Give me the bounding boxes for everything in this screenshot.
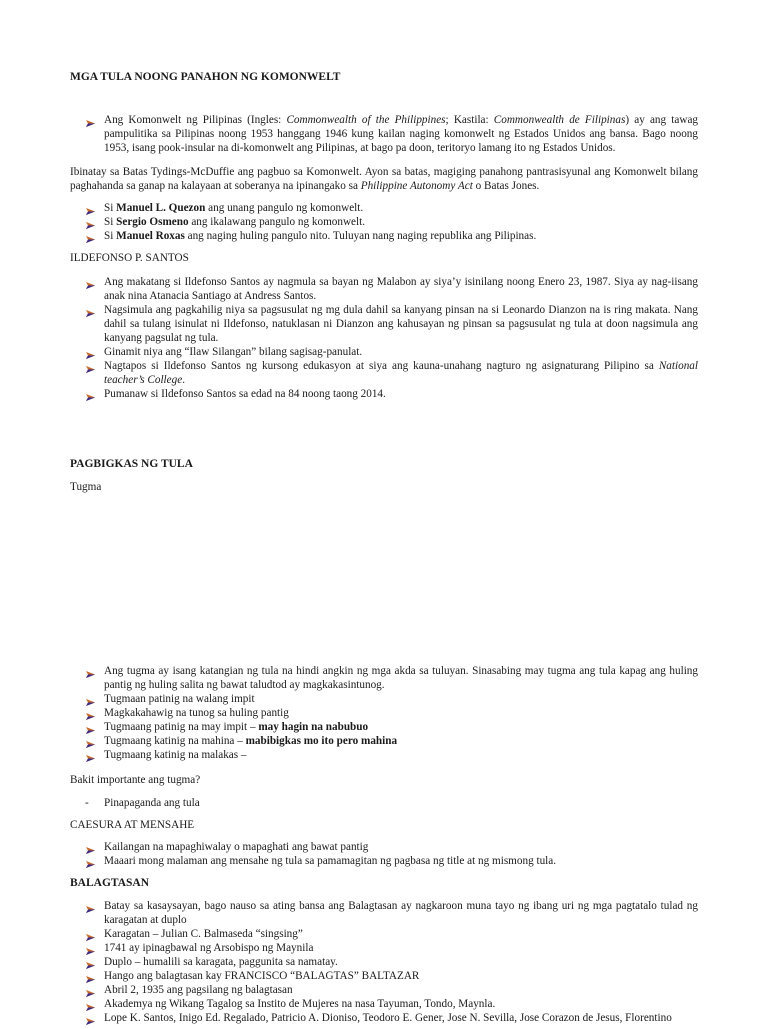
president-name: Manuel L. Quezon bbox=[116, 202, 206, 214]
dash-bullet: - bbox=[85, 797, 89, 809]
list-item bbox=[86, 997, 698, 1011]
president-desc: ang ikalawang pangulo ng komonwelt. bbox=[188, 216, 366, 228]
president-name: Sergio Osmeno bbox=[116, 216, 189, 228]
komonwelt-definition-list bbox=[86, 113, 698, 155]
balagtasan-list bbox=[86, 899, 698, 1025]
president-prefix: Si bbox=[104, 202, 117, 214]
santos-heading: ILDEFONSO P. SANTOS bbox=[70, 252, 189, 264]
santos-item-text: . bbox=[182, 374, 185, 386]
list-item bbox=[86, 854, 698, 868]
list-item bbox=[86, 275, 698, 303]
president-name: Manuel Roxas bbox=[116, 230, 185, 242]
tugma-example: may hagin na nabubuo bbox=[258, 721, 369, 733]
presidents-list bbox=[86, 201, 698, 243]
santos-item-text: Pumanaw si Ildefonso Santos sa edad na 84 noong taong 2014. bbox=[104, 388, 386, 400]
list-item bbox=[86, 201, 698, 215]
balagtasan-item-text: Abril 2, 1935 ang pagsilang ng balagtasan bbox=[104, 984, 293, 996]
komonwelt-text-1: Ang Komonwelt ng Pilipinas (Ingles: bbox=[104, 114, 287, 126]
balagtasan-item-text: Hango ang balagtasan kay FRANCISCO “BALAGTAS” BALTAZAR bbox=[104, 970, 420, 982]
komonwelt-text-2: ; Kastila: bbox=[445, 114, 494, 126]
tydings-paragraph bbox=[70, 165, 698, 193]
bullet-arrow-icon bbox=[86, 903, 95, 910]
list-item bbox=[86, 359, 698, 387]
list-item bbox=[86, 345, 698, 359]
bullet-arrow-icon bbox=[86, 1015, 95, 1022]
komonwelt-text-3: ) ay ang tawag pampulitika sa Pilipinas noong 1953 hanggang 1946 kung kailan naging komonwelt ng Estados Unidos ang bansa. Bago noong 1953, isang pook-insular na di-komonwelt ang Pilipinas, at bago pa doon, teritoryo lamang ito ng Estados Unidos. bbox=[104, 114, 699, 154]
bullet-arrow-icon bbox=[86, 117, 95, 124]
president-desc: ang naging huling pangulo nito. Tuluyan nang naging republika ang Pilipinas. bbox=[184, 230, 537, 242]
tydings-text-2: o Batas Jones. bbox=[472, 180, 540, 192]
bullet-arrow-icon bbox=[86, 959, 95, 966]
english-name: Commonwealth of the Philippines bbox=[286, 114, 446, 126]
caesura-heading: CAESURA AT MENSAHE bbox=[70, 819, 195, 831]
bullet-arrow-icon bbox=[86, 219, 95, 226]
president-prefix: Si bbox=[104, 216, 117, 228]
list-item bbox=[86, 387, 698, 401]
tydings-text-1: Ibinatay sa Batas Tydings-McDuffie ang pagbuo sa Komonwelt. Ayon sa batas, magiging panahong pantrasisyunal ang Komonwelt bilang paghahanda sa ganap na kalayaan at soberanya na ipinangako sa bbox=[70, 166, 698, 192]
bullet-arrow-icon bbox=[86, 724, 95, 731]
tugma-example: mabibigkas mo ito pero mahina bbox=[245, 735, 398, 747]
list-item bbox=[86, 113, 698, 155]
balagtasan-item-text: Lope K. Santos, Inigo Ed. Regalado, Patricio A. Dioniso, Teodoro E. Gener, Jose N. Sevilla, Jose Corazon de Jesus, Florentino bbox=[104, 1012, 672, 1024]
list-item bbox=[86, 899, 698, 927]
tugma-item-text: Tugmaang katinig na mahina – bbox=[104, 735, 246, 747]
bullet-arrow-icon bbox=[86, 987, 95, 994]
santos-item-text: Ginamit niya ang “Ilaw Silangan” bilang sagisag-panulat. bbox=[104, 346, 363, 358]
bullet-arrow-icon bbox=[86, 363, 95, 370]
bullet-arrow-icon bbox=[86, 205, 95, 212]
list-item bbox=[86, 706, 698, 720]
importance-answer: Pinapaganda ang tula bbox=[104, 797, 200, 809]
bullet-arrow-icon bbox=[86, 696, 95, 703]
list-item bbox=[86, 303, 698, 345]
caesura-item-text: Kailangan na mapaghiwalay o mapaghati ang bawat pantig bbox=[104, 841, 369, 853]
importance-list bbox=[86, 796, 698, 810]
importance-question: Bakit importante ang tugma? bbox=[70, 774, 201, 786]
tugma-item-text: Magkakahawig na tunog sa huling pantig bbox=[104, 707, 289, 719]
bullet-arrow-icon bbox=[86, 1001, 95, 1008]
president-prefix: Si bbox=[104, 230, 117, 242]
tugma-label: Tugma bbox=[70, 481, 102, 493]
bullet-arrow-icon bbox=[86, 710, 95, 717]
list-item bbox=[86, 215, 698, 229]
bullet-arrow-icon bbox=[86, 931, 95, 938]
caesura-item-text: Maaari mong malaman ang mensahe ng tula sa pamamagitan ng pagbasa ng title at ng mismong tula. bbox=[104, 855, 557, 867]
balagtasan-heading: BALAGTASAN bbox=[70, 877, 150, 889]
list-item bbox=[86, 796, 698, 810]
bullet-arrow-icon bbox=[86, 973, 95, 980]
tugma-item-text: Tugmaang patinig na may impit – bbox=[104, 721, 259, 733]
bullet-arrow-icon bbox=[86, 233, 95, 240]
list-item bbox=[86, 941, 698, 955]
bullet-arrow-icon bbox=[86, 391, 95, 398]
balagtasan-item-text: Duplo – humalili sa karagata, paggunita sa namatay. bbox=[104, 956, 338, 968]
list-item bbox=[86, 720, 698, 734]
autonomy-act-name: Philippine Autonomy Act bbox=[360, 180, 473, 192]
bullet-arrow-icon bbox=[86, 844, 95, 851]
bullet-arrow-icon bbox=[86, 738, 95, 745]
list-item bbox=[86, 229, 698, 243]
list-item bbox=[86, 840, 698, 854]
list-item bbox=[86, 955, 698, 969]
santos-item-text: Nagtapos si Ildefonso Santos ng kursong edukasyon at siya ang kauna-unahang nagturo ng asignaturang Pilipino sa bbox=[104, 360, 659, 372]
list-item bbox=[86, 734, 698, 748]
pagbigkas-heading: PAGBIGKAS NG TULA bbox=[70, 458, 193, 470]
bullet-arrow-icon bbox=[86, 668, 95, 675]
bullet-arrow-icon bbox=[86, 279, 95, 286]
caesura-list bbox=[86, 840, 698, 868]
list-item bbox=[86, 983, 698, 997]
bullet-arrow-icon bbox=[86, 945, 95, 952]
list-item bbox=[86, 969, 698, 983]
bullet-arrow-icon bbox=[86, 858, 95, 865]
list-item bbox=[86, 927, 698, 941]
balagtasan-item-text: 1741 ay ipinagbawal ng Arsobispo ng Maynila bbox=[104, 942, 314, 954]
tugma-item-text: Tugmaang katinig na malakas – bbox=[104, 749, 247, 761]
president-desc: ang unang pangulo ng komonwelt. bbox=[205, 202, 364, 214]
bullet-arrow-icon bbox=[86, 349, 95, 356]
bullet-arrow-icon bbox=[86, 752, 95, 759]
balagtasan-item-text: Karagatan – Julian C. Balmaseda “singsing” bbox=[104, 928, 303, 940]
balagtasan-item-text: Batay sa kasaysayan, bago nauso sa ating bansa ang Balagtasan ay nagkaroon muna tayo ng ibang uri ng mga pagtatalo tulad ng karagatan at duplo bbox=[104, 900, 698, 926]
list-item bbox=[86, 1011, 698, 1025]
santos-item-text: Nagsimula ang pagkahilig niya sa pagsusulat ng mg dula dahil sa kanyang pinsan na si Leonardo Dianzon na is ring makata. Nang dahil sa tulang isinulat ni Ildefonso, natuklasan ni Dianzon ang kahusayan ng pinsan sa pagsusulat ng tula at doon nagsimula ang kanyang pagsulat ng tula. bbox=[104, 304, 698, 344]
balagtasan-item-text: Akademya ng Wikang Tagalog sa Instito de Mujeres na nasa Tayuman, Tondo, Maynla. bbox=[104, 998, 496, 1010]
list-item bbox=[86, 692, 698, 706]
santos-list bbox=[86, 275, 698, 401]
tugma-item-text: Tugmaan patinig na walang impit bbox=[104, 693, 255, 705]
list-item bbox=[86, 664, 698, 692]
list-item bbox=[86, 748, 698, 762]
spanish-name: Commonwealth de Filipinas bbox=[493, 114, 626, 126]
page-title: MGA TULA NOONG PANAHON NG KOMONWELT bbox=[70, 71, 341, 83]
school-name: National teacher’s College bbox=[104, 360, 698, 386]
santos-item-text: Ang makatang si Ildefonso Santos ay nagmula sa bayan ng Malabon ay siya’y isinilang noong Enero 23, 1987. Siya ay nag-iisang anak nina Atanacia Santiago at Andress Santos. bbox=[104, 276, 698, 302]
tugma-item-text: Ang tugma ay isang katangian ng tula na hindi angkin ng mga akda sa tuluyan. Sinasabing may tugma ang tula kapag ang huling pantig ng huling salita ng bawat taludtod ay magkakasintunog. bbox=[104, 665, 698, 691]
tugma-list bbox=[86, 664, 698, 762]
bullet-arrow-icon bbox=[86, 307, 95, 314]
